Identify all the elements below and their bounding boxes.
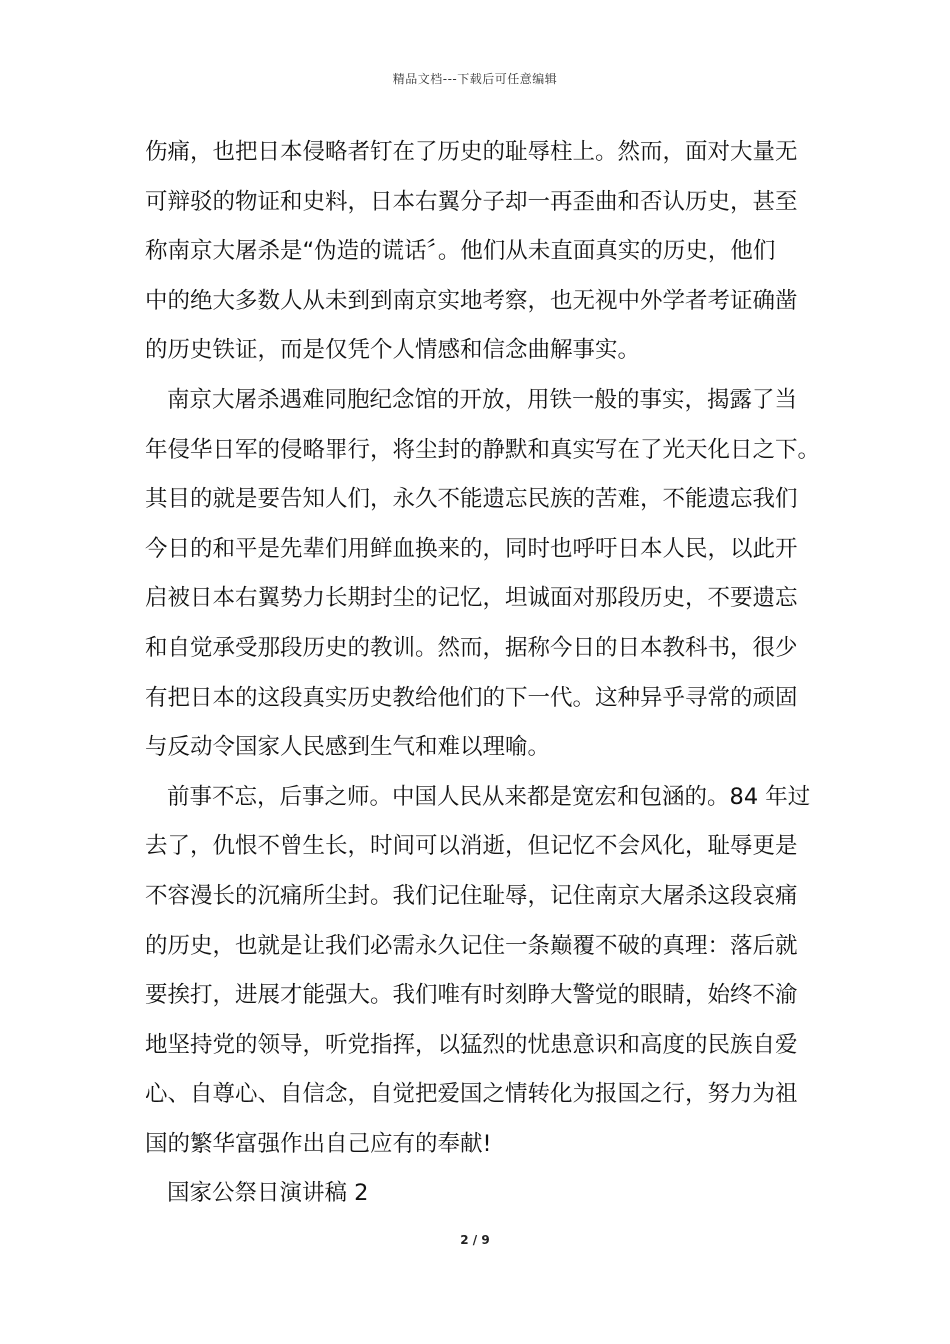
text-line: 前事不忘，后事之师。中国人民从来都是宽宏和包涵的。84 年过 <box>167 783 811 810</box>
page-number: 2 / 9 <box>460 1233 490 1247</box>
text-line: 国家公祭日演讲稿 2 <box>167 1180 369 1207</box>
text-line: 要挨打，进展才能强大。我们唯有时刻睁大警觉的眼睛，始终不渝 <box>145 982 798 1009</box>
text-line: 有把日本的这段真实历史教给他们的下一代。这种异乎寻常的顽固 <box>145 684 798 711</box>
document-body <box>145 128 821 1219</box>
text-line: 去了，仇恨不曾生长，时间可以消逝，但记忆不会风化，耻辱更是 <box>145 833 798 860</box>
page-header: 精品文档---下载后可任意编辑 <box>392 72 558 86</box>
text-line: 年侵华日军的侵略罪行，将尘封的静默和真实写在了光天化日之下。 <box>145 436 821 463</box>
text-line: 称南京大屠杀是“伪造的谎话〞。他们从未直面真实的历史，他们 <box>145 238 776 265</box>
text-line: 地坚持党的领导，听党指挥，以猛烈的忧患意识和高度的民族自爱 <box>145 1031 798 1058</box>
text-line: 心、自尊心、自信念，自觉把爱国之情转化为报国之行，努力为祖 <box>145 1081 798 1108</box>
text-line: 的历史铁证，而是仅凭个人情感和信念曲解事实。 <box>145 337 641 364</box>
text-line: 伤痛，也把日本侵略者钉在了历史的耻辱柱上。然而，面对大量无 <box>145 139 798 165</box>
text-line: 的历史，也就是让我们必需永久记住一条巅覆不破的真理：落后就 <box>145 932 798 959</box>
text-line: 可辩驳的物证和史料，日本右翼分子却一再歪曲和否认历史，甚至 <box>145 188 798 215</box>
text-line: 今日的和平是先辈们用鲜血换来的，同时也呼吁日本人民，以此开 <box>145 535 798 562</box>
text-line: 南京大屠杀遇难同胞纪念馆的开放，用铁一般的事实，揭露了当 <box>167 386 798 413</box>
text-line: 和自觉承受那段历史的教训。然而，据称今日的日本教科书，很少 <box>145 634 798 661</box>
text-line: 不容漫长的沉痛所尘封。我们记住耻辱，记住南京大屠杀这段哀痛 <box>145 882 798 909</box>
text-line: 国的繁华富强作出自己应有的奉献! <box>145 1130 492 1157</box>
text-line: 启被日本右翼势力长期封尘的记忆，坦诚面对那段历史，不要遗忘 <box>145 585 798 612</box>
text-line: 与反动令国家人民感到生气和难以理喻。 <box>145 734 551 761</box>
text-line: 中的绝大多数人从未到到南京实地考察，也无视中外学者考证确凿 <box>145 287 798 314</box>
text-line: 其目的就是要告知人们，永久不能遗忘民族的苦难，不能遗忘我们 <box>145 486 798 513</box>
